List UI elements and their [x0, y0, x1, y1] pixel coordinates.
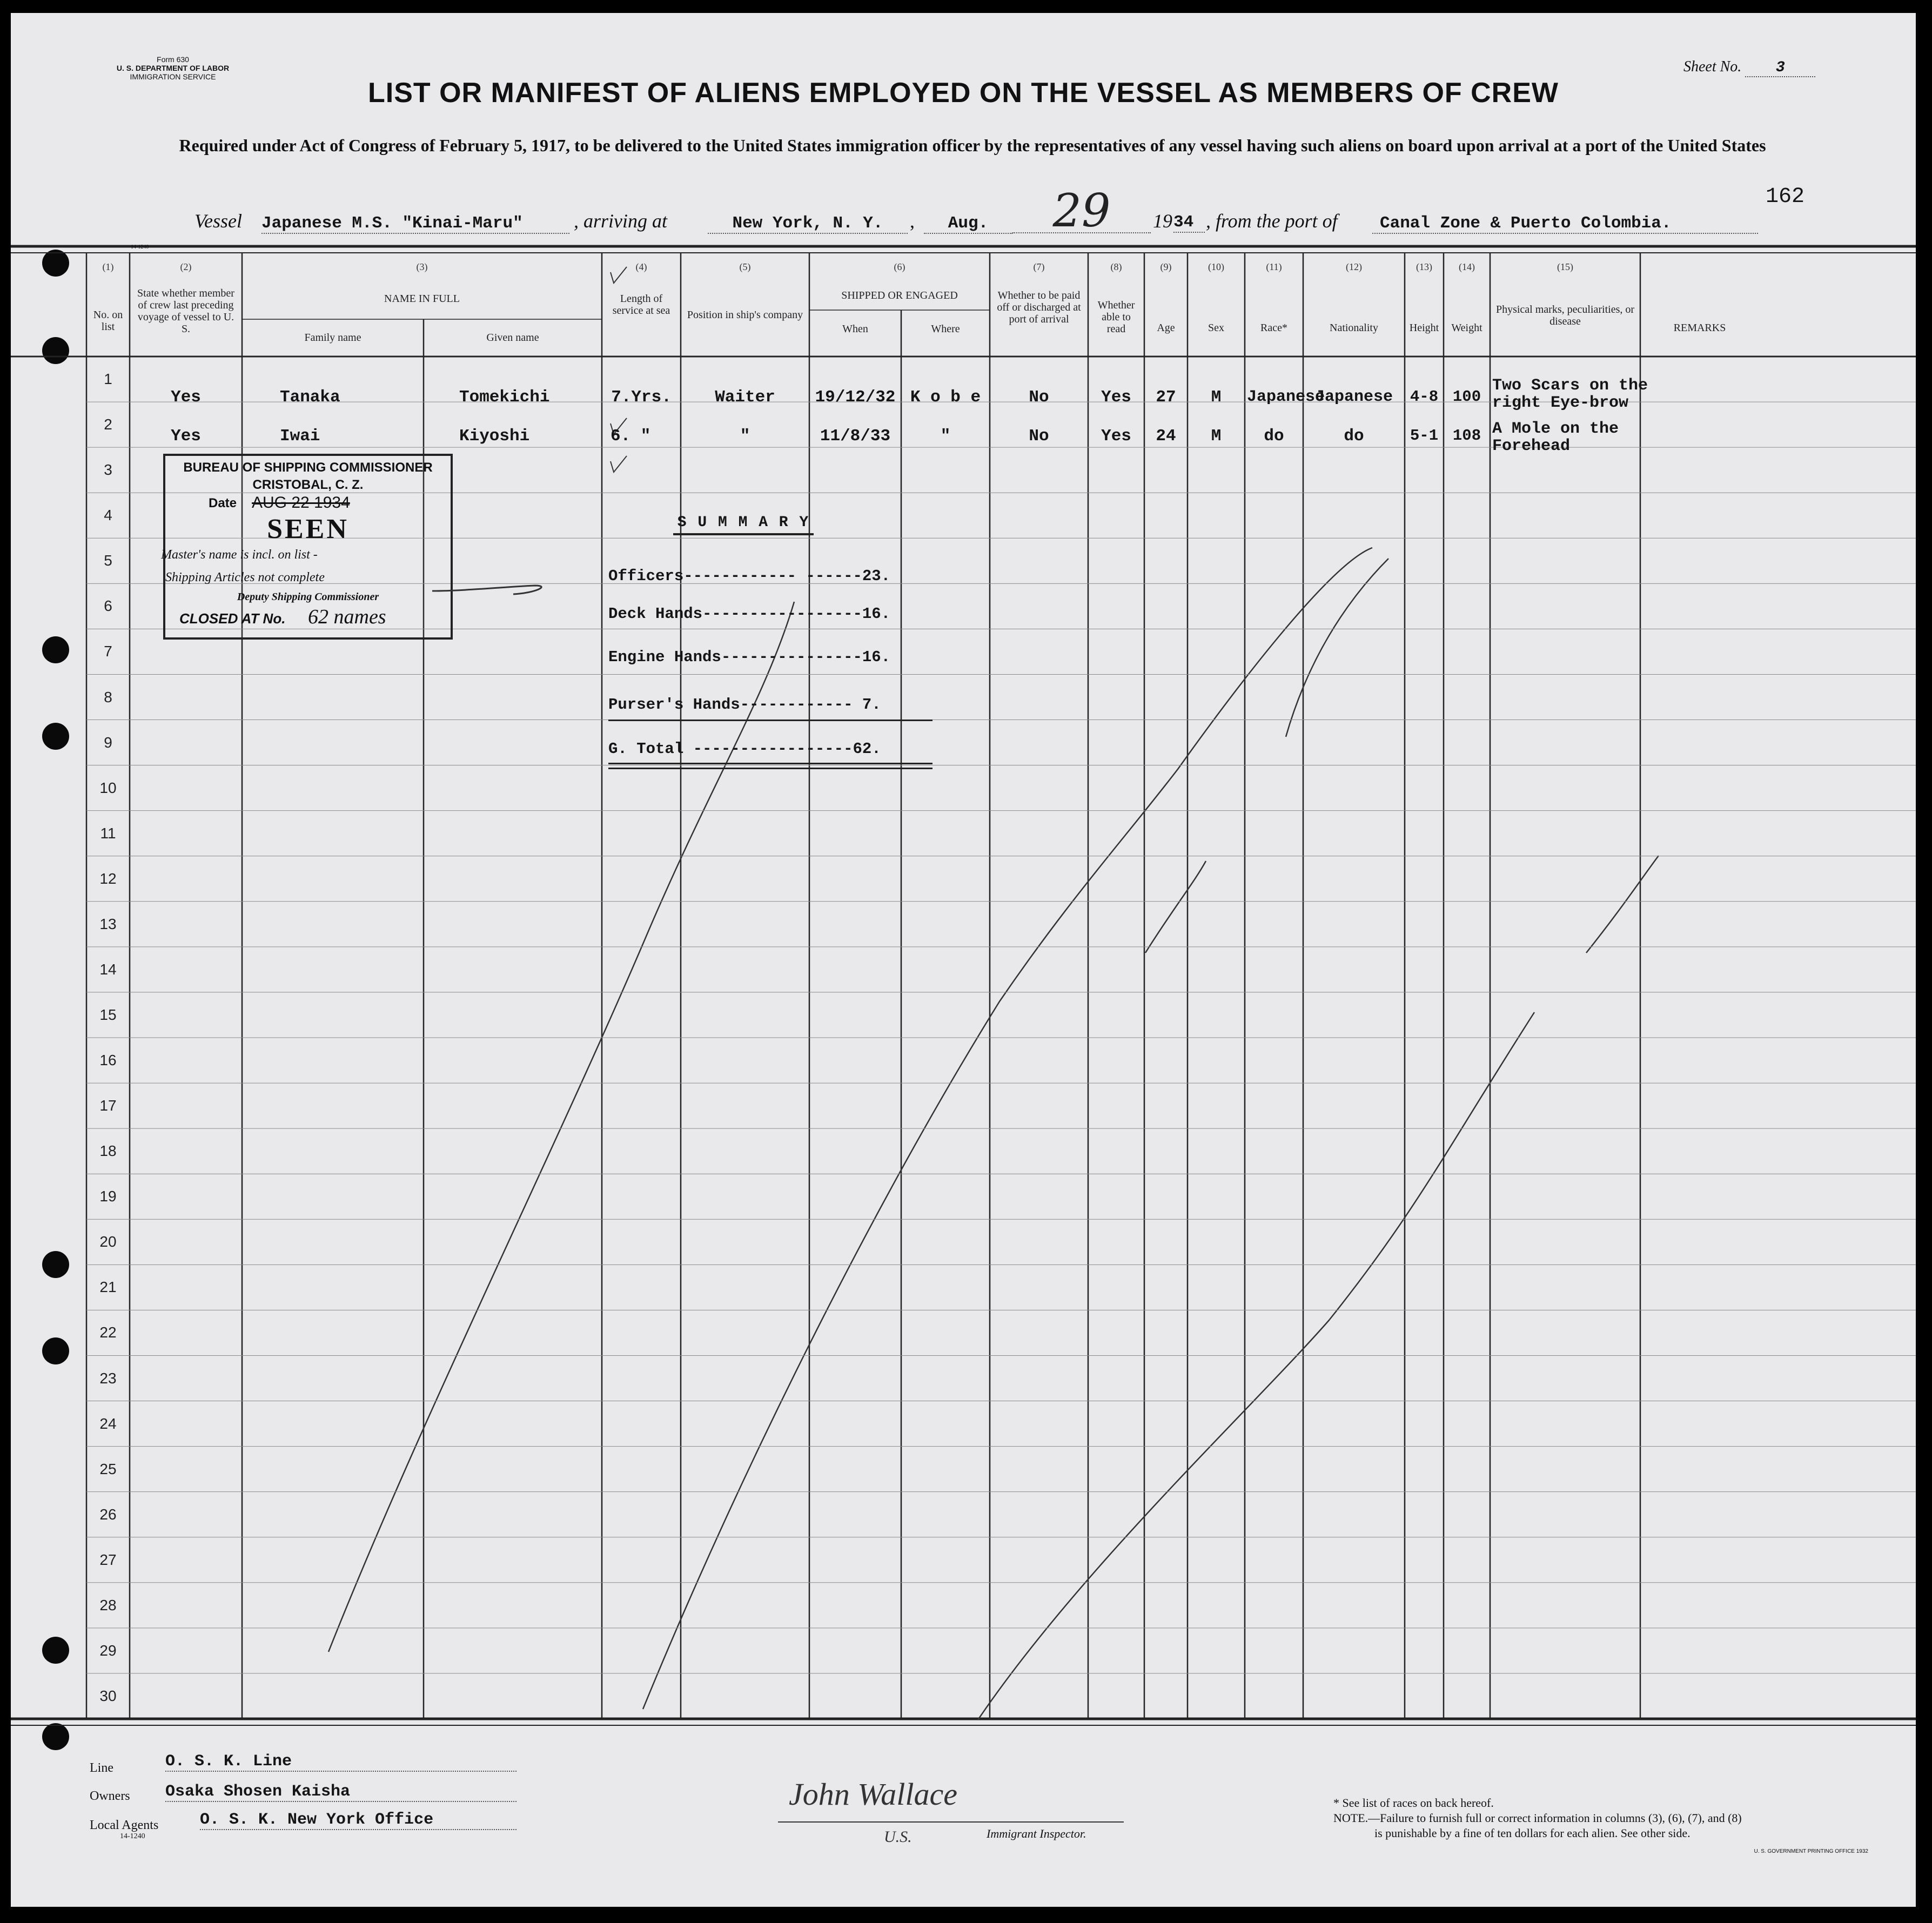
col-num-15: (15): [1557, 261, 1573, 272]
cell-age: 27: [1156, 388, 1176, 407]
arrival-day: 29: [1012, 189, 1151, 233]
cell-last-voyage: Yes: [171, 427, 201, 446]
col-header-height: Height: [1409, 322, 1439, 334]
summary-total: G. Total -----------------62.: [608, 740, 881, 758]
row-number: 29: [99, 1642, 117, 1659]
cell-where: K o b e: [910, 388, 981, 407]
col-num-12: (12): [1346, 261, 1362, 272]
col-header-read: Whether able to read: [1097, 299, 1135, 335]
stamp-number: 162: [1766, 185, 1805, 209]
cell-service: 6. ": [611, 427, 651, 446]
inspector-signature: John Wallace: [789, 1777, 957, 1812]
cell-marks: Two Scars on the right Eye-brow: [1492, 376, 1648, 412]
row-number: 3: [104, 461, 112, 479]
cell-when: 19/12/32: [815, 388, 896, 407]
arrival-month: Aug.: [924, 214, 1012, 234]
sheet-number: Sheet No. 3: [1683, 58, 1815, 77]
row-number: 10: [99, 779, 117, 796]
arrival-port: New York, N. Y.: [708, 214, 908, 234]
cell-race: do: [1264, 427, 1284, 446]
col-num-5: (5): [739, 261, 751, 272]
row-number: 23: [99, 1369, 117, 1387]
col-header-nationality: Nationality: [1330, 322, 1378, 334]
cell-sex: M: [1211, 388, 1222, 407]
col-header-no: No. on list: [93, 309, 123, 333]
cell-marks: A Mole on the Forehead: [1492, 420, 1619, 455]
cell-when: 11/8/33: [820, 427, 891, 446]
cell-read: Yes: [1101, 388, 1131, 407]
row-number: 1: [104, 371, 112, 388]
vessel-name: Japanese M.S. "Kinai-Maru": [261, 214, 569, 234]
inspector-signature-block: John Wallace U.S. Immigrant Inspector.: [778, 1776, 1124, 1852]
cell-given-name: Kiyoshi: [459, 427, 530, 446]
row-number: 14: [99, 960, 117, 978]
row-number: 19: [99, 1188, 117, 1205]
stamp-pen-flourish: [432, 575, 551, 607]
col-num-9: (9): [1160, 261, 1172, 272]
row-number: 11: [100, 824, 116, 842]
col-num-11: (11): [1266, 261, 1282, 272]
row-number: 8: [104, 688, 112, 705]
form-number: Form 630: [157, 55, 189, 64]
col-num-14: (14): [1459, 261, 1475, 272]
cell-paid-off: No: [1029, 388, 1049, 407]
col-num-10: (10): [1208, 261, 1224, 272]
col-num-7: (7): [1033, 261, 1045, 272]
cell-where: ": [940, 427, 951, 446]
cell-family-name: Tanaka: [280, 388, 340, 407]
row-number: 16: [99, 1052, 117, 1069]
row-number: 7: [104, 643, 112, 660]
row-number: 26: [99, 1505, 117, 1523]
row-number: 9: [104, 734, 112, 751]
service: IMMIGRATION SERVICE: [130, 72, 216, 81]
row-number: 2: [104, 416, 112, 433]
col-num-8: (8): [1110, 261, 1122, 272]
cell-given-name: Tomekichi: [459, 388, 550, 407]
row-number: 13: [99, 915, 117, 932]
vessel-line: Vessel Japanese M.S. "Kinai-Maru" , arriving at New York, N. Y. , Aug. 29 19 34 , from the port of Canal Zone & Puerto Colombia.: [194, 207, 1750, 236]
row-number: 21: [99, 1279, 117, 1296]
cell-last-voyage: Yes: [171, 388, 201, 407]
footer-fields: Line O. S. K. Line Owners Osaka Shosen Kaisha Local Agents O. S. K. New York Office 14-1240: [90, 1761, 576, 1858]
cell-position: Waiter: [715, 388, 775, 407]
arrival-year: 34: [1173, 213, 1205, 233]
year-prefix: 19: [1153, 210, 1172, 232]
cell-family-name: Iwai: [280, 427, 320, 446]
cell-nationality: Japanese: [1314, 388, 1393, 406]
cell-nationality: do: [1344, 427, 1364, 446]
col-header-position: Position in ship's company: [687, 309, 803, 321]
col-num-4: (4): [635, 261, 647, 272]
col-num-1: (1): [102, 261, 114, 272]
row-number: 25: [99, 1460, 117, 1477]
summary-officers: Officers------------ ------23.: [608, 567, 891, 585]
col-header-service: Length of service at sea: [612, 293, 670, 317]
col-header-race: Race*: [1260, 322, 1287, 334]
row-number: 22: [99, 1324, 117, 1341]
summary-double-rule: [608, 763, 933, 769]
cell-height: 5-1: [1410, 427, 1439, 445]
row-number: 17: [99, 1097, 117, 1114]
footer-notes: * See list of races on back hereof. NOTE.—Failure to furnish full or correct information in columns (3), (6), (7), and (8) is punishable by a fine of ten dollars for each alien. See other side. U. S. GOVERNMENT PRINTING OFFICE 1932: [1333, 1796, 1868, 1854]
summary-engine-hands: Engine Hands---------------16.: [608, 648, 891, 666]
cell-weight: 108: [1452, 427, 1481, 445]
row-number: 27: [99, 1551, 117, 1568]
commissioner-stamp: BUREAU OF SHIPPING COMMISSIONER CRISTOBAL, C. Z. Date AUG 22 1934 SEEN Master's name is incl. on list - Shipping Articles not complete Deputy Shipping Commissioner CLOSED AT No. 62 names: [163, 454, 453, 640]
stamp-closed-value: 62 names: [308, 606, 386, 628]
col-header-weight: Weight: [1451, 322, 1482, 334]
cell-paid-off: No: [1029, 427, 1049, 446]
col-header-name: NAME IN FULL: [384, 293, 460, 305]
col-header-shipped: SHIPPED OR ENGAGED: [841, 290, 958, 301]
row-number: 28: [99, 1596, 117, 1613]
form-subtitle: Required under Act of Congress of February 5, 1917, to be delivered to the United States immigration officer by the representatives of any vessel having such aliens on board upon arrival at a port of the United States: [179, 136, 1766, 155]
summary-title: S U M M A R Y: [673, 514, 814, 535]
page-title: LIST OR MANIFEST OF ALIENS EMPLOYED ON THE VESSEL AS MEMBERS OF CREW: [368, 77, 1559, 109]
row-number: 18: [99, 1142, 117, 1160]
col-num-13: (13): [1416, 261, 1432, 272]
col-num-6: (6): [894, 261, 905, 272]
manifest-sheet: [11, 13, 1916, 1907]
summary-deck-hands: Deck Hands-----------------16.: [608, 605, 891, 623]
cell-weight: 100: [1452, 388, 1481, 406]
cell-race: Japanese: [1247, 388, 1325, 406]
row-number: 5: [104, 552, 112, 569]
departure-port: Canal Zone & Puerto Colombia.: [1372, 214, 1758, 234]
col-header-age: Age: [1157, 322, 1175, 334]
print-code: 14-1240: [131, 244, 149, 250]
row-number: 24: [99, 1415, 117, 1432]
summary-divider: [608, 720, 933, 721]
stamp-handwritten-note-2: Shipping Articles not complete: [165, 570, 325, 584]
col-header-sex: Sex: [1208, 322, 1224, 334]
col-header-marks: Physical marks, peculiarities, or disease: [1495, 304, 1635, 327]
row-number: 4: [104, 507, 112, 524]
summary-pursers-hands: Purser's Hands------------ 7.: [608, 696, 881, 714]
stamp-handwritten-note: Master's name is incl. on list -: [161, 548, 318, 562]
cell-height: 4-8: [1410, 388, 1439, 406]
footer-line-value: O. S. K. Line: [165, 1752, 516, 1772]
cell-sex: M: [1211, 427, 1222, 446]
cell-age: 24: [1156, 427, 1176, 446]
footer-owners-value: Osaka Shosen Kaisha: [165, 1783, 516, 1802]
col-header-where: Where: [931, 323, 960, 335]
stamp-seen: SEEN: [267, 514, 349, 544]
table-row: [11, 376, 1916, 423]
col-num-3: (3): [416, 261, 428, 272]
col-header-family-name: Family name: [304, 332, 361, 344]
col-header-given-name: Given name: [486, 332, 539, 344]
row-number: 20: [99, 1233, 117, 1250]
stamp-date: AUG 22 1934: [252, 494, 350, 512]
col-header-paid-off: Whether to be paid off or discharged at port of arrival: [997, 290, 1081, 325]
cell-service: 7.Yrs.: [611, 388, 672, 407]
col-header-last-voyage: State whether member of crew last preceding voyage of vessel to U. S.: [137, 287, 234, 335]
cell-position: ": [740, 427, 750, 446]
footer-agents-value: O. S. K. New York Office: [200, 1811, 516, 1830]
department: U. S. DEPARTMENT OF LABOR: [116, 64, 230, 72]
cell-read: Yes: [1101, 427, 1131, 446]
col-header-when: When: [842, 323, 868, 335]
row-number: 30: [99, 1687, 117, 1704]
row-number: 6: [104, 597, 112, 615]
col-header-remarks: REMARKS: [1673, 322, 1726, 334]
col-num-2: (2): [180, 261, 192, 272]
row-number: 12: [99, 870, 117, 887]
row-number: 15: [99, 1006, 117, 1023]
